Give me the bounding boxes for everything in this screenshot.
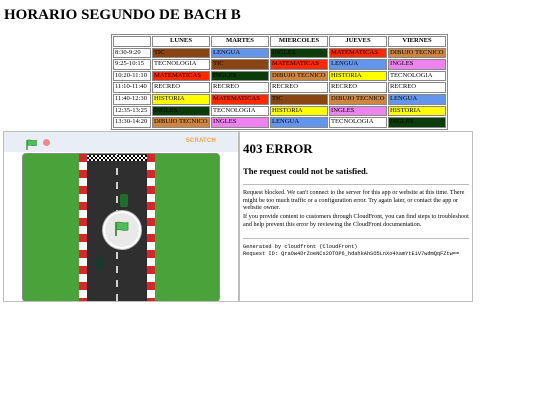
subject-cell: HISTORIA [388, 106, 446, 117]
time-slot-cell: 8:30-9:20 [113, 48, 151, 59]
scratch-game-frame [3, 131, 239, 302]
subject-cell: LENGUA [270, 117, 328, 128]
subject-cell: DIBUJO TECNICO [152, 117, 210, 128]
error-subheading: The request could not be satisfied. [243, 166, 368, 176]
subject-cell: RECREO [329, 82, 387, 93]
time-slot-cell: 11:10-11:40 [113, 82, 151, 93]
subject-cell: INGLES [388, 59, 446, 70]
divider [243, 238, 469, 239]
error-paragraph-2: If you provide content to customers through CloudFront, you can find steps to troubleshoot and help prevent this error by reviewing the CloudFront documentation. [243, 213, 469, 228]
time-slot-cell: 13:30-14:20 [113, 117, 151, 128]
header-cell-miercoles: MIERCOLES [270, 36, 328, 47]
subject-cell: INGLES [211, 117, 269, 128]
subject-cell: DIBUJO TECNICO [329, 94, 387, 105]
subject-cell: MATEMATICAS [211, 94, 269, 105]
schedule-row [113, 71, 446, 82]
left-kerb [79, 154, 87, 301]
request-id-text: Request ID: QraOw4DrZoeNCs2OTOP6_hdahkAhSO5LnXo4XamYtEiV7wdmQqFZtw== [243, 251, 460, 257]
subject-cell: MATEMATICAS [270, 59, 328, 70]
green-car-sprite [120, 194, 128, 207]
error-paragraph-1: Request blocked. We can't connect to the server for this app or website at this time. There might be too much traffic or a configuration error. Try again later, or contact the app or website owner. [243, 189, 465, 212]
scratch-logo: SCRATCH [185, 138, 216, 144]
schedule-row [113, 82, 446, 93]
generated-by-text: Generated by cloudfront (CloudFront) [243, 244, 358, 250]
subject-cell: HISTORIA [270, 106, 328, 117]
subject-cell: INGLES [329, 106, 387, 117]
header-cell-lunes: LUNES [152, 36, 210, 47]
stop-icon[interactable] [43, 139, 50, 146]
subject-cell: TIC [211, 59, 269, 70]
error-heading: 403 ERROR [243, 141, 313, 156]
subject-cell: TECNOLOGIA [211, 106, 269, 117]
header-cell-jueves: JUEVES [329, 36, 387, 47]
subject-cell: TECNOLOGIA [152, 59, 210, 70]
cloudfront-error-panel [239, 131, 473, 302]
schedule-header-row [113, 36, 446, 47]
start-flag-icon [114, 221, 130, 237]
subject-cell: RECREO [211, 82, 269, 93]
subject-cell: TIC [152, 48, 210, 59]
subject-cell: DIBUJO TECNICO [270, 71, 328, 82]
divider [243, 184, 469, 185]
subject-cell: MATEMATICAS [329, 48, 387, 59]
subject-cell: MATEMATICAS [152, 71, 210, 82]
subject-cell: INGLES [152, 106, 210, 117]
page-title: HORARIO SEGUNDO DE BACH B [4, 7, 241, 23]
subject-cell: HISTORIA [152, 94, 210, 105]
time-slot-cell: 11:40-12:30 [113, 94, 151, 105]
subject-cell: LENGUA [329, 59, 387, 70]
green-flag-icon[interactable] [26, 137, 38, 148]
schedule-row [113, 48, 446, 59]
subject-cell: TECNOLOGIA [388, 71, 446, 82]
subject-cell: TIC [270, 94, 328, 105]
game-stage[interactable] [22, 153, 220, 302]
subject-cell: INGLES [270, 48, 328, 59]
schedule-row [113, 94, 446, 105]
game-toolbar [4, 132, 238, 152]
time-slot-cell: 12:35-13:25 [113, 106, 151, 117]
schedule-row [113, 106, 446, 117]
subject-cell: LENGUA [211, 48, 269, 59]
right-kerb [147, 154, 155, 301]
subject-cell: HISTORIA [329, 71, 387, 82]
header-cell-blank [113, 36, 151, 47]
finish-line [87, 155, 147, 161]
subject-cell: RECREO [388, 82, 446, 93]
subject-cell: DIBUJO TECNICO [388, 48, 446, 59]
schedule-row [113, 59, 446, 70]
dark-car-sprite [96, 257, 104, 270]
subject-cell: RECREO [270, 82, 328, 93]
subject-cell: RECREO [152, 82, 210, 93]
schedule-table [111, 34, 448, 130]
time-slot-cell: 10:20-11:10 [113, 71, 151, 82]
subject-cell: LENGUA [388, 94, 446, 105]
subject-cell: TECNOLOGIA [329, 117, 387, 128]
start-flag-button[interactable] [103, 211, 141, 249]
header-cell-martes: MARTES [211, 36, 269, 47]
subject-cell: INGLES [388, 117, 446, 128]
subject-cell: INGLES [211, 71, 269, 82]
header-cell-viernes: VIERNES [388, 36, 446, 47]
time-slot-cell: 9:25-10:15 [113, 59, 151, 70]
schedule-row [113, 117, 446, 128]
